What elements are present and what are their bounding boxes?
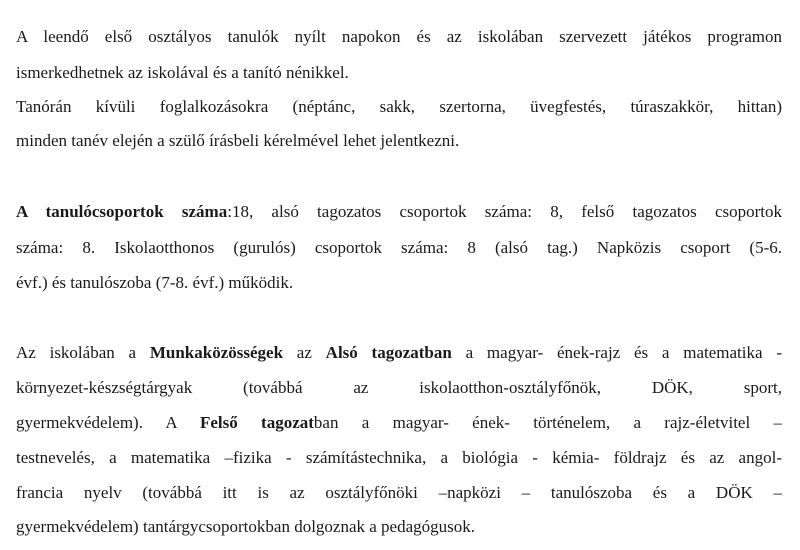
p3-line-4: testnevelés, a matematika –fizika - számítástechnika, a biológia - kémia- földrajz és az angol- — [16, 448, 782, 467]
p3-l3-a: gyermekvédelem). A — [16, 413, 200, 432]
p2-line-1 — [16, 201, 782, 223]
p2-line-1-rest: :18, alsó tagozatos csoportok száma: 8, felső tagozatos csoportok — [227, 202, 782, 221]
p3-l3-c: ban a magyar- ének- történelem, a rajz-életvitel – — [313, 413, 782, 432]
p3-line-1 — [16, 342, 782, 364]
p1-line-3: Tanórán kívüli foglalkozásokra (néptánc, sakk, szertorna, üvegfestés, túraszakkör, hittan) — [16, 97, 782, 116]
p1-line-1: A leendő első osztályos tanulók nyílt napokon és az iskolában szervezett játékos programon — [16, 27, 782, 46]
p3-bold-munkakozossegek: Munkaközösségek — [149, 343, 284, 362]
p3-line-3 — [16, 412, 782, 434]
p2-line-3: évf.) és tanulószoba (7-8. évf.) működik. — [16, 273, 294, 292]
p3-line-2: környezet-készségtárgyak (továbbá az iskolaotthon-osztályfőnök, DÖK, sport, — [16, 378, 782, 397]
p2-bold-label: A tanulócsoportok száma — [16, 202, 228, 221]
p3-l1-c: az — [283, 343, 326, 362]
p1-line-2: ismerkedhetnek az iskolával és a tanító nénikkel. — [16, 63, 349, 82]
p3-line-5: francia nyelv (továbbá itt is az osztályfőnöki –napközi – tanulószoba és a DÖK – — [16, 483, 782, 502]
p1-line-4: minden tanév elején a szülő írásbeli kérelmével lehet jelentkezni. — [16, 131, 460, 150]
p3-l1-e: a magyar- ének-rajz és a matematika - — [451, 343, 782, 362]
p3-l1-a: Az iskolában a — [16, 343, 150, 362]
p3-bold-felso-tagozat: Felső tagozat — [199, 413, 314, 432]
p2-line-2: száma: 8. Iskolaotthonos (gurulós) csoportok száma: 8 (alsó tag.) Napközis csoport (5-6. — [16, 238, 782, 257]
p3-bold-also-tagozatban: Alsó tagozatban — [325, 343, 452, 362]
p3-line-6: gyermekvédelem) tantárgycsoportokban dolgoznak a pedagógusok. — [16, 517, 476, 536]
